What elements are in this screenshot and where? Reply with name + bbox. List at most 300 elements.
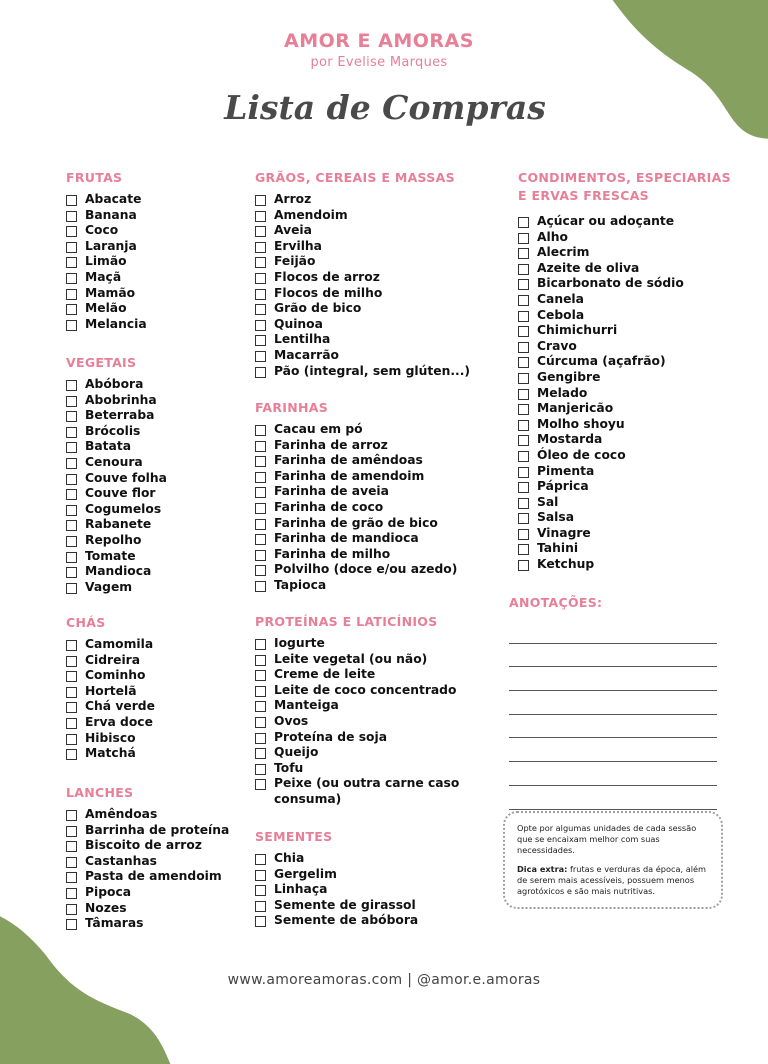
checklist-item-label: Abacate [85,192,142,206]
checkbox[interactable] [66,458,77,469]
checkbox[interactable] [518,357,529,368]
checklist-item-label: Pipoca [85,884,132,899]
checklist-item[interactable] [255,547,457,563]
checklist-item-label: Feijão [274,254,316,269]
checkbox[interactable] [255,367,266,378]
checklist-item-label: Alho [537,229,568,244]
checklist-item[interactable] [255,332,470,348]
checklist-item[interactable] [518,339,731,355]
checklist-item-label: Ovos [274,713,309,728]
checkbox[interactable] [255,748,266,759]
checkbox[interactable] [66,427,77,438]
checkbox[interactable] [66,583,77,594]
checklist-item[interactable] [66,192,147,208]
section-lanches [66,784,229,932]
checkbox[interactable] [66,304,77,315]
checklist-item-label: Ervilha [274,238,322,253]
section-graos [255,169,470,379]
checklist-item[interactable] [255,714,464,730]
checkbox[interactable] [255,335,266,346]
checkbox[interactable] [518,279,529,290]
checkbox[interactable] [255,733,266,744]
tip-extra-text: frutas e verduras da época, além de serem mais acessíveis, possuem menos agrotóxicos e são mais nutritivas. [517,864,707,896]
checklist-item[interactable] [66,393,167,409]
checkbox[interactable] [518,404,529,415]
checklist-item[interactable] [255,761,464,777]
checklist-item[interactable] [255,422,457,438]
checklist-item-label: Sal [537,494,559,509]
checkbox[interactable] [255,195,266,206]
checklist-item[interactable] [66,885,229,901]
checklist-item-label: Semente de girassol [274,897,416,912]
checkbox[interactable] [66,872,77,883]
checkbox[interactable] [255,779,266,790]
note-line[interactable] [509,620,717,644]
checklist-item[interactable] [66,854,229,870]
checklist-item[interactable] [255,317,470,333]
checkbox[interactable] [518,264,529,275]
checkbox[interactable] [66,640,77,651]
checkbox[interactable] [255,639,266,650]
checkbox[interactable] [66,919,77,930]
checklist-item-label: Mandioca [85,564,152,579]
checklist-item[interactable] [518,541,731,557]
checkbox[interactable] [66,211,77,222]
checkbox[interactable] [66,380,77,391]
checklist-item[interactable] [255,745,464,761]
checkbox[interactable] [255,441,266,452]
checklist-item[interactable] [518,479,731,495]
checkbox[interactable] [66,442,77,453]
checklist-item[interactable] [255,730,464,746]
section-vegetais [66,354,167,595]
checklist-item-label: Aveia [274,223,312,238]
checkbox[interactable] [66,320,77,331]
checklist-item-label: Polvilho (doce e/ou azedo) [274,562,458,577]
checkbox[interactable] [518,482,529,493]
checklist-item[interactable] [255,652,464,668]
checklist-item-label: Vagem [85,579,133,594]
checklist-item[interactable] [518,245,731,261]
checkbox[interactable] [66,257,77,268]
checkbox[interactable] [66,841,77,852]
checkbox[interactable] [66,718,77,729]
checkbox[interactable] [255,519,266,530]
checkbox[interactable] [255,503,266,514]
checklist-item-label: Proteína de soja [274,729,387,744]
checkbox[interactable] [518,248,529,259]
checkbox[interactable] [255,320,266,331]
checklist-item[interactable] [66,208,147,224]
checklist-item[interactable] [518,448,731,464]
note-line[interactable] [509,762,717,786]
checkbox[interactable] [255,289,266,300]
checklist-item[interactable] [518,230,731,246]
checklist-item-label: Manteiga [274,698,339,713]
checklist-item[interactable] [255,683,464,699]
checklist-item[interactable] [66,301,147,317]
checklist-item[interactable] [66,471,167,487]
checklist-item[interactable] [255,192,470,208]
checkbox[interactable] [66,826,77,837]
note-line[interactable] [509,738,717,762]
checklist-item-label: Maçã [85,269,122,284]
checkbox[interactable] [255,901,266,912]
checklist-item[interactable] [518,495,731,511]
checklist-item[interactable] [255,913,418,929]
checklist-item-label: Farinha de mandioca [274,531,419,546]
checklist-item-label: Melão [85,301,127,316]
checkbox[interactable] [66,567,77,578]
checkbox[interactable] [518,513,529,524]
checkbox[interactable] [518,544,529,555]
notes-lines[interactable] [509,620,717,810]
checklist-item[interactable] [518,370,731,386]
checklist-item[interactable] [255,776,464,807]
checklist-item[interactable] [66,869,229,885]
checklist-item[interactable] [66,549,167,565]
checklist-item-label: Castanhas [85,853,157,868]
checklist-item-label: Macarrão [274,347,339,362]
checkbox[interactable] [66,411,77,422]
checklist-item-label: Abóbora [85,377,144,391]
checklist-item[interactable] [66,807,229,823]
checkbox[interactable] [66,904,77,915]
checklist-item[interactable] [66,223,147,239]
checkbox[interactable] [255,534,266,545]
notes-section [509,594,717,810]
checklist-item[interactable] [518,354,731,370]
checkbox[interactable] [255,487,266,498]
checklist-item[interactable] [518,557,731,573]
checklist-item-label: Melado [537,385,588,400]
checklist-item[interactable] [66,254,147,270]
checklist-item-label: Cidreira [85,652,141,667]
checklist-item[interactable] [518,401,731,417]
checkbox[interactable] [518,295,529,306]
checklist-item-label: Mamão [85,285,136,300]
checklist-item[interactable] [518,386,731,402]
checklist-item[interactable] [66,239,147,255]
checklist-item[interactable] [66,455,167,471]
checklist-item[interactable] [255,698,464,714]
checkbox[interactable] [66,242,77,253]
tip-extra-label: Dica extra: [517,864,568,874]
checkbox[interactable] [255,670,266,681]
checklist-item[interactable] [255,500,457,516]
checkbox[interactable] [518,420,529,431]
checklist-item-label: Farinha de amendoim [274,468,425,483]
checklist-item[interactable] [66,533,167,549]
checkbox[interactable] [518,389,529,400]
checklist-item-label: Canela [537,291,584,306]
checkbox[interactable] [66,520,77,531]
checklist-item[interactable] [518,464,731,480]
checklist-item[interactable] [518,214,731,230]
checklist-item-label: Salsa [537,510,574,525]
checklist-item[interactable] [66,838,229,854]
section-title-line-2: E ERVAS FRESCAS [518,188,649,203]
checkbox[interactable] [66,474,77,485]
checklist-item-label: Cenoura [85,454,143,469]
checklist-item-label: Mostarda [537,432,603,447]
checklist-item[interactable] [255,636,464,652]
tip-extra [517,864,711,897]
checklist-item[interactable] [255,301,470,317]
checklist-item[interactable] [255,578,457,594]
checklist-item-label: Laranja [85,238,137,253]
checklist-item-label: Farinha de grão de bico [274,515,438,530]
checklist-item-label: Tofu [274,760,304,775]
checklist-item-label: Ketchup [537,557,595,572]
checklist-item[interactable] [255,667,464,683]
checkbox[interactable] [66,226,77,237]
checklist-item[interactable] [66,377,167,393]
checkbox[interactable] [255,870,266,881]
checklist-item-label: Chá verde [85,699,155,714]
checklist-item[interactable] [255,898,418,914]
checklist-item[interactable] [66,502,167,518]
checklist-item[interactable] [518,276,731,292]
brand-name: AMOR E AMORAS [284,30,474,52]
checklist-item[interactable] [66,270,147,286]
note-line[interactable] [509,691,717,715]
checklist-item[interactable] [66,517,167,533]
checklist-item[interactable] [255,484,457,500]
checkbox[interactable] [255,565,266,576]
checkbox[interactable] [518,451,529,462]
checklist-item[interactable] [255,208,470,224]
checkbox[interactable] [255,226,266,237]
checkbox[interactable] [518,529,529,540]
checklist-item[interactable] [255,562,457,578]
checklist-item-label: Cacau em pó [274,422,363,436]
checklist-item-label: Arroz [274,192,312,206]
section-title: SEMENTES [255,829,333,844]
checklist-item-label: Iogurte [274,636,325,650]
checkbox[interactable] [255,916,266,927]
green-blob-decoration-top-right [548,0,768,160]
checklist-item[interactable] [66,637,155,653]
checklist-item[interactable] [518,510,731,526]
checklist-item-label: Peixe (ou outra carne caso consuma) [274,776,460,806]
checklist-item[interactable] [255,469,457,485]
checklist-item[interactable] [255,364,470,380]
checklist-item[interactable] [255,254,470,270]
checkbox[interactable] [66,702,77,713]
checkbox[interactable] [255,304,266,315]
checkbox[interactable] [518,560,529,571]
checkbox[interactable] [255,686,266,697]
note-line[interactable] [509,786,717,810]
checklist-item[interactable] [66,653,155,669]
checklist-item-label: Erva doce [85,714,153,729]
checkbox[interactable] [66,489,77,500]
section-farinhas [255,399,457,594]
checklist-item[interactable] [66,823,229,839]
checkbox[interactable] [66,888,77,899]
checklist-item[interactable] [518,308,731,324]
section-title-line-1: CONDIMENTOS, ESPECIARIAS [518,170,731,185]
checklist-item-label: Grão de bico [274,301,362,316]
checkbox[interactable] [518,342,529,353]
checklist-item-label: Tahini [537,541,579,556]
checklist-item-label: Tâmaras [85,916,144,931]
checklist-item[interactable] [66,439,167,455]
checkbox[interactable] [66,857,77,868]
checklist-item[interactable] [255,239,470,255]
checkbox[interactable] [255,211,266,222]
checklist-item[interactable] [66,580,167,596]
proteinas-list [255,636,464,808]
checklist-item[interactable] [66,699,155,715]
checkbox[interactable] [255,456,266,467]
checklist-item[interactable] [66,715,155,731]
checklist-item[interactable] [255,516,457,532]
checkbox[interactable] [66,505,77,516]
checklist-item[interactable] [255,453,457,469]
checklist-item-label: Nozes [85,900,127,915]
checklist-item[interactable] [66,486,167,502]
checklist-item-label: Vinagre [537,525,591,540]
checklist-item-label: Linhaça [274,882,328,897]
checklist-item[interactable] [66,668,155,684]
checklist-item[interactable] [66,746,155,762]
checklist-item-label: Camomila [85,637,154,651]
checklist-item[interactable] [66,731,155,747]
section-title: FARINHAS [255,400,329,415]
checkbox[interactable] [66,656,77,667]
checklist-item-label: Cebola [537,307,585,322]
checkbox[interactable] [255,764,266,775]
checklist-item-label: Azeite de oliva [537,260,640,275]
checkbox[interactable] [66,289,77,300]
checkbox[interactable] [255,550,266,561]
section-sementes [255,828,418,929]
checklist-item-label: Gengibre [537,369,601,384]
checklist-item[interactable] [255,531,457,547]
checklist-item[interactable] [255,348,470,364]
checkbox[interactable] [255,655,266,666]
checklist-item[interactable] [66,901,229,917]
checkbox[interactable] [518,326,529,337]
checklist-item[interactable] [518,526,731,542]
checklist-item-label: Hibisco [85,730,136,745]
checkbox[interactable] [66,536,77,547]
checklist-item[interactable] [66,916,229,932]
checklist-item-label: Tomate [85,548,136,563]
checklist-item-label: Coco [85,223,119,238]
checkbox[interactable] [255,273,266,284]
checklist-item-label: Lentilha [274,332,331,347]
checkbox[interactable] [255,885,266,896]
checkbox[interactable] [255,472,266,483]
checklist-item-label: Pão (integral, sem glúten...) [274,363,470,378]
checklist-item-label: Molho shoyu [537,416,625,431]
checkbox[interactable] [66,810,77,821]
checkbox[interactable] [255,701,266,712]
checklist-item[interactable] [66,684,155,700]
checklist-item[interactable] [518,323,731,339]
checklist-item-label: Couve folha [85,470,167,485]
checklist-item[interactable] [255,438,457,454]
checklist-item[interactable] [255,223,470,239]
checkbox[interactable] [66,749,77,760]
checkbox[interactable] [518,217,529,228]
checkbox[interactable] [66,734,77,745]
checkbox[interactable] [66,195,77,206]
checklist-item[interactable] [518,432,731,448]
tip-box [503,811,723,909]
checklist-item[interactable] [66,408,167,424]
checklist-item-label: Matchá [85,746,136,761]
checklist-item-label: Farinha de coco [274,499,384,514]
sementes-list [255,851,418,929]
checklist-item-label: Flocos de milho [274,285,383,300]
checklist-item-label: Alecrim [537,245,590,260]
note-line[interactable] [509,644,717,668]
note-line[interactable] [509,715,717,739]
checkbox[interactable] [66,552,77,563]
checkbox[interactable] [66,687,77,698]
checklist-item-label: Queijo [274,745,319,760]
checklist-item-label: Cúrcuma (açafrão) [537,354,666,369]
checklist-item-label: Amêndoas [85,807,158,821]
checklist-item[interactable] [66,286,147,302]
checklist-item-label: Brócolis [85,423,141,438]
section-proteinas [255,613,464,808]
checklist-item[interactable] [518,261,731,277]
checkbox[interactable] [255,425,266,436]
section-condimentos [518,169,731,573]
chas-list [66,637,155,762]
checkbox[interactable] [66,671,77,682]
section-chas [66,614,155,762]
checklist-item-label: Biscoito de arroz [85,838,202,853]
checklist-item[interactable] [255,867,418,883]
checklist-item[interactable] [518,417,731,433]
checklist-item[interactable] [255,270,470,286]
checkbox[interactable] [518,233,529,244]
section-frutas [66,169,147,332]
checkbox[interactable] [66,273,77,284]
checkbox[interactable] [518,435,529,446]
checkbox[interactable] [518,498,529,509]
checklist-item-label: Creme de leite [274,667,376,682]
checklist-item[interactable] [518,292,731,308]
checklist-item[interactable] [66,317,147,333]
checkbox[interactable] [66,396,77,407]
checklist-item-label: Beterraba [85,408,155,423]
checkbox[interactable] [255,854,266,865]
checkbox[interactable] [255,581,266,592]
checkbox[interactable] [518,311,529,322]
note-line[interactable] [509,667,717,691]
checklist-item-label: Cravo [537,338,577,353]
checklist-item[interactable] [66,424,167,440]
checklist-item[interactable] [255,882,418,898]
checkbox[interactable] [255,351,266,362]
checklist-item[interactable] [255,851,418,867]
checklist-item[interactable] [255,286,470,302]
checkbox[interactable] [255,242,266,253]
checkbox[interactable] [255,717,266,728]
checkbox[interactable] [255,257,266,268]
checklist-item-label: Repolho [85,532,142,547]
checklist-item[interactable] [66,564,167,580]
checkbox[interactable] [518,373,529,384]
checkbox[interactable] [518,467,529,478]
